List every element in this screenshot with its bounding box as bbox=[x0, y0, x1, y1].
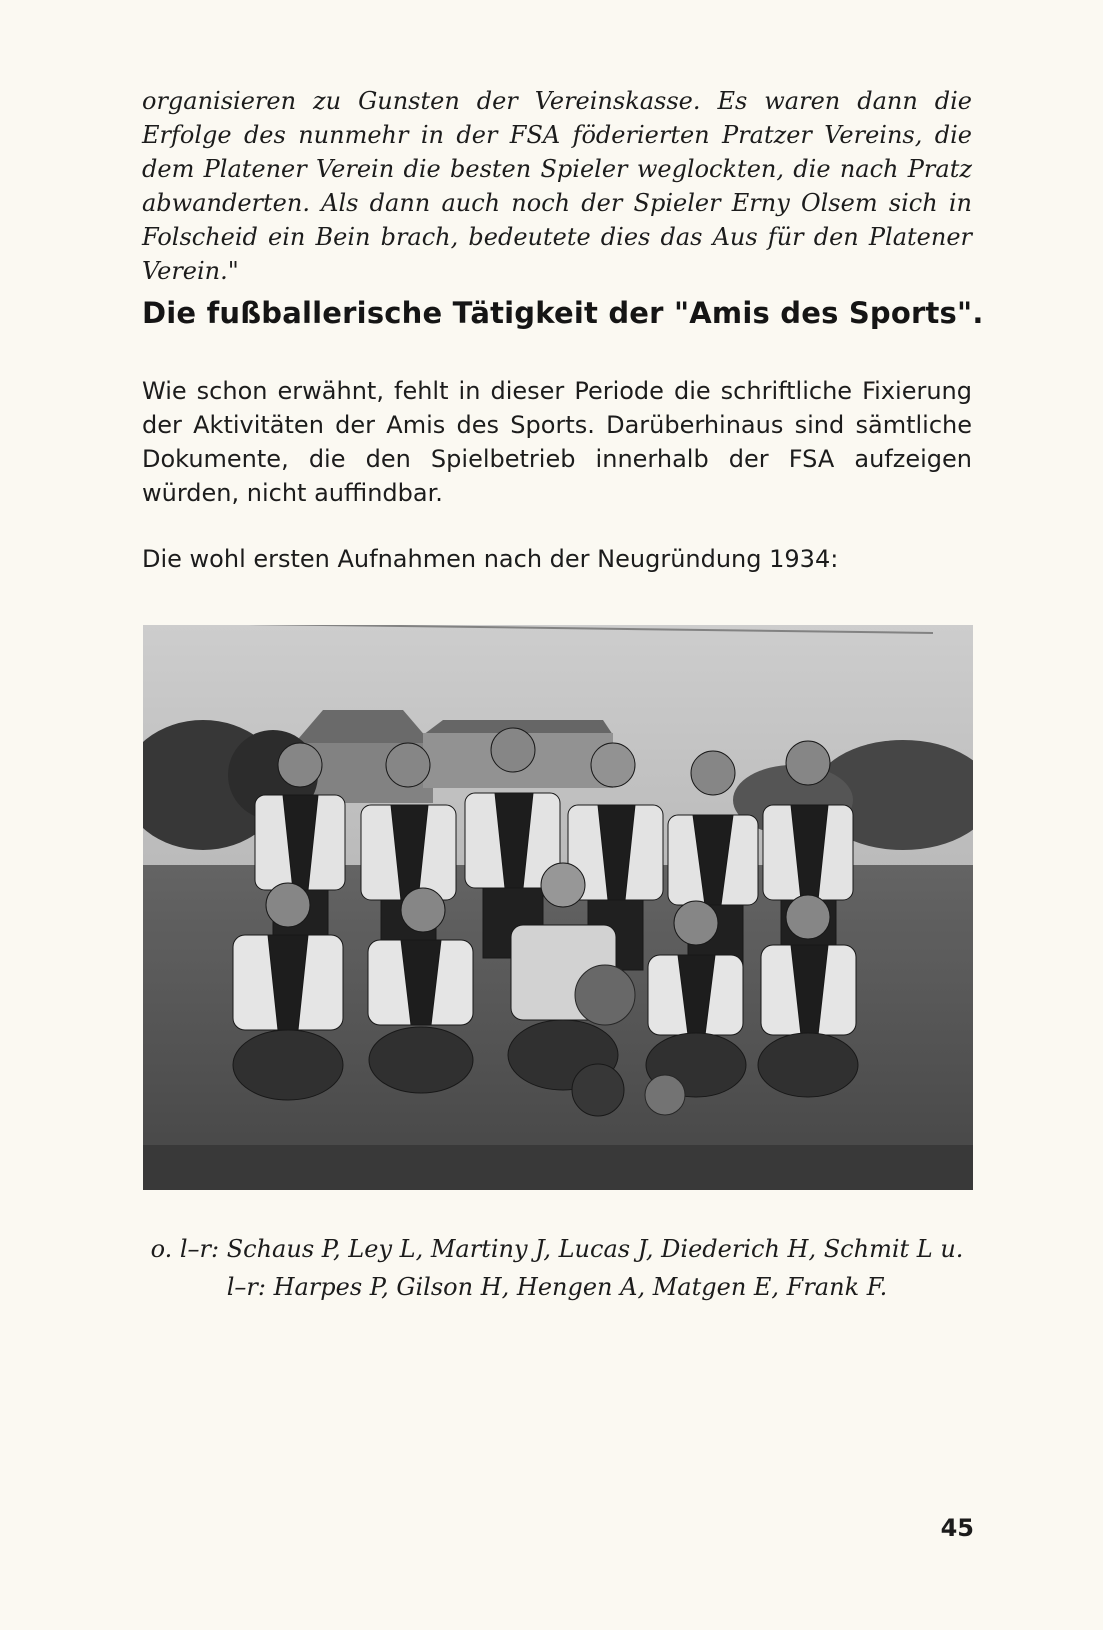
team-photo bbox=[143, 625, 973, 1190]
section-heading: Die fußballerische Tätigkeit der "Amis des Sports". bbox=[142, 296, 984, 330]
photo-caption bbox=[142, 1230, 972, 1306]
caption-line-top-row: o. l–r: Schaus P, Ley L, Martiny J, Lucas J, Diederich H, Schmit L u. bbox=[150, 1235, 964, 1263]
page-number: 45 bbox=[940, 1514, 974, 1542]
quote-paragraph: organisieren zu Gunsten der Vereinskasse. Es waren dann die Erfolge des nunmehr in der FSA föderierten Pratzer Vereins, die dem Platener Verein die besten Spieler weglockten, die nach Pratz abwanderten. Als dann auch noch der Spieler Erny Olsem sich in Folscheid ein Bein brach, bedeutete dies das Aus für den Platener Verein." bbox=[142, 87, 972, 285]
team-photo-image bbox=[143, 625, 973, 1190]
caption-line-bottom-row: l–r: Harpes P, Gilson H, Hengen A, Matgen E, Frank F. bbox=[226, 1273, 888, 1301]
photo-intro-text: Die wohl ersten Aufnahmen nach der Neugründung 1934: bbox=[142, 545, 839, 573]
body-paragraph: Wie schon erwähnt, fehlt in dieser Periode die schriftliche Fixierung der Aktivitäten der Amis des Sports. Darüberhinaus sind sämtliche Dokumente, die den Spielbetrieb innerhalb der FSA aufzeigen würden, nicht auffindbar. bbox=[142, 377, 972, 507]
